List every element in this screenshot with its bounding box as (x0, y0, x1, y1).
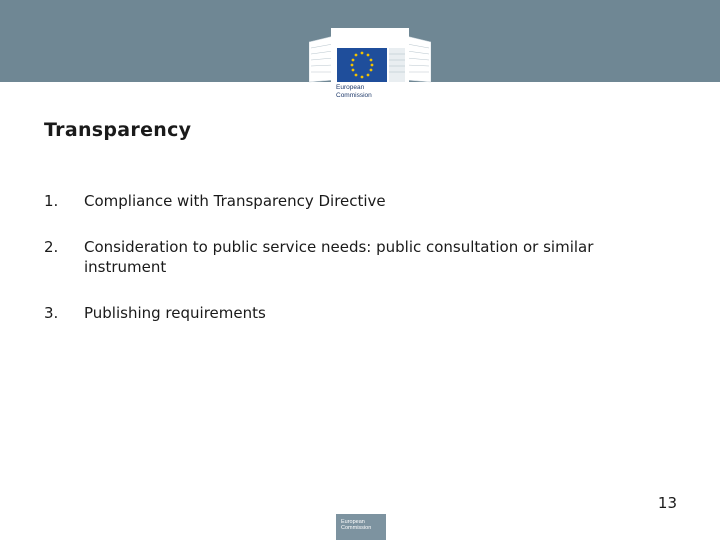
list-item (44, 191, 684, 211)
bullet-list (44, 191, 684, 349)
list-item-number: 2. (44, 238, 59, 256)
footer-logo (336, 514, 386, 540)
list-item-text: Consideration to public service needs: public consultation or similar instrument (84, 238, 594, 276)
list-item-number: 3. (44, 304, 59, 322)
list-item-number: 1. (44, 192, 59, 210)
list-item (44, 237, 684, 277)
list-item-text: Publishing requirements (84, 304, 266, 322)
logo-caption (336, 84, 396, 100)
list-item (44, 303, 684, 323)
page-number: 13 (657, 494, 677, 512)
slide-title: Transparency (44, 119, 192, 141)
list-item-text: Compliance with Transparency Directive (84, 192, 386, 210)
logo-line-1: European (336, 84, 365, 91)
logo-line-2: Commission (336, 92, 372, 99)
footer-logo-text: European Commission (341, 519, 372, 531)
